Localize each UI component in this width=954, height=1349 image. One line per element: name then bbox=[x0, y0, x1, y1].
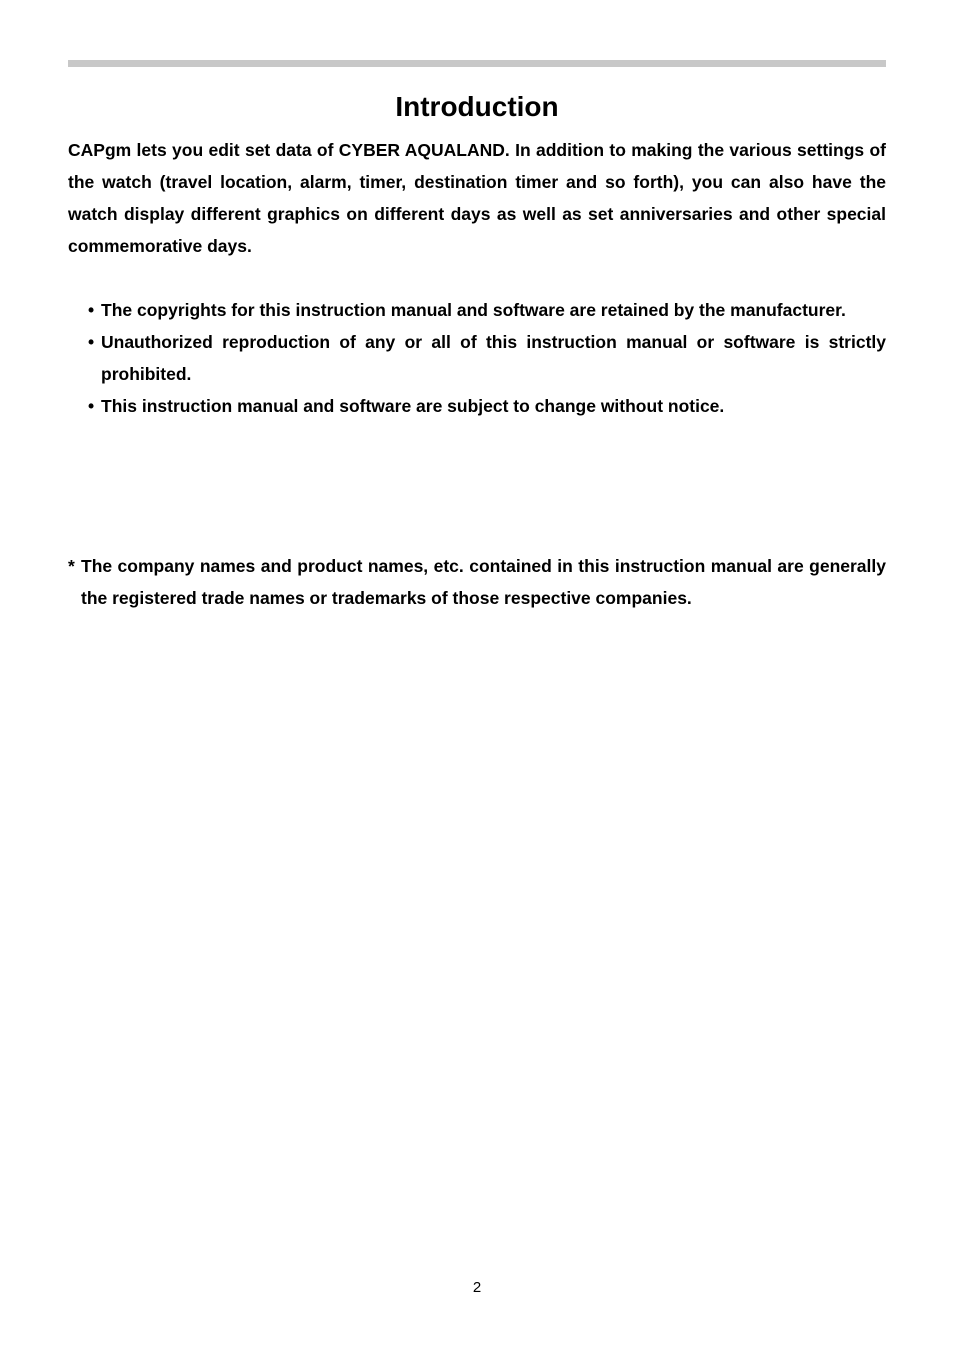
trademark-note-text: The company names and product names, etc. contained in this instruction manual are generally the registered trade names or trademarks of those respective companies. bbox=[81, 556, 886, 608]
page-title: Introduction bbox=[395, 90, 559, 122]
bullet-icon: • bbox=[88, 332, 95, 352]
asterisk-icon: * bbox=[68, 556, 75, 576]
page-number: 2 bbox=[472, 1279, 482, 1296]
bullet-icon: • bbox=[88, 396, 95, 416]
notice-text: This instruction manual and software are subject to change without notice. bbox=[101, 396, 725, 416]
notice-text: The copyrights for this instruction manual and software are retained by the manufacturer. bbox=[101, 300, 846, 320]
notice-item-copyright bbox=[68, 294, 886, 326]
notice-text: Unauthorized reproduction of any or all of this instruction manual or software is strictly prohibited. bbox=[101, 332, 886, 384]
notice-item-reproduction bbox=[68, 326, 886, 390]
trademark-note bbox=[68, 550, 886, 614]
page-content bbox=[68, 134, 886, 614]
notice-item-change bbox=[68, 390, 886, 422]
header-rule bbox=[68, 60, 886, 67]
bullet-icon: • bbox=[88, 300, 95, 320]
intro-paragraph: CAPgm lets you edit set data of CYBER AQUALAND. In addition to making the various settings of the watch (travel location, alarm, timer, destination timer and so forth), you can also have the watch display different graphics on different days as well as set anniversaries and other special commemorative days. bbox=[68, 140, 886, 256]
notice-list bbox=[68, 294, 886, 422]
